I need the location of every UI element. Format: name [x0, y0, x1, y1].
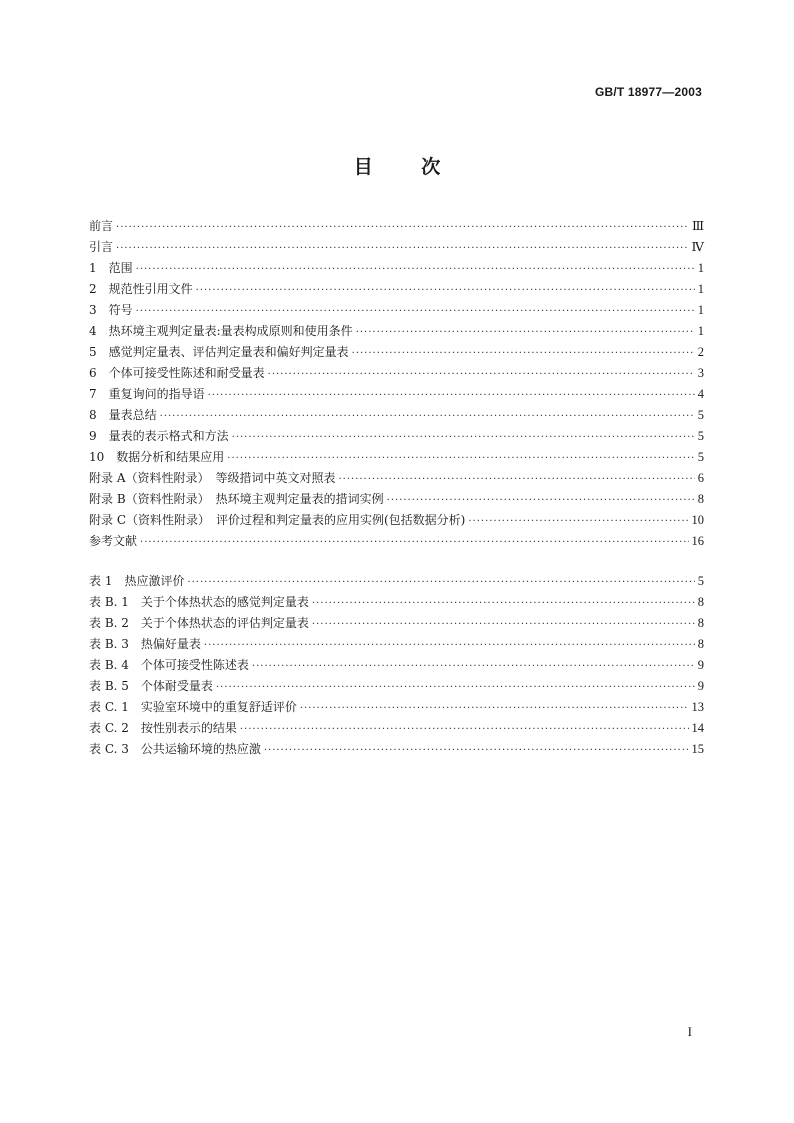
table-entry[interactable] — [89, 655, 704, 676]
table-entry-page: 8 — [697, 616, 704, 630]
table-entry-page: 13 — [691, 700, 704, 714]
toc-entry[interactable] — [89, 531, 704, 552]
toc-entry-page: 1 — [697, 324, 704, 338]
dot-leader — [227, 448, 694, 469]
list-of-tables — [89, 571, 704, 760]
dot-leader — [204, 635, 695, 656]
dot-leader — [468, 511, 688, 532]
table-entry[interactable] — [89, 739, 704, 760]
toc-entry-page: 10 — [691, 513, 704, 527]
table-entry-label: 表 B. 5 个体耐受量表 — [89, 679, 213, 693]
toc-entry[interactable] — [89, 258, 704, 279]
toc-entry[interactable] — [89, 237, 704, 258]
toc-entry[interactable] — [89, 363, 704, 384]
dot-leader — [252, 656, 695, 677]
toc-entry-page: 3 — [697, 366, 704, 380]
table-entry[interactable] — [89, 697, 704, 718]
table-entry[interactable] — [89, 718, 704, 739]
standard-number: GB/T 18977—2003 — [594, 85, 702, 99]
toc-entry[interactable] — [89, 321, 704, 342]
toc-entry[interactable] — [89, 216, 704, 237]
table-entry-label: 表 B. 1 关于个体热状态的感觉判定量表 — [89, 595, 309, 609]
table-entry-label: 表 C. 1 实验室环境中的重复舒适评价 — [89, 700, 297, 714]
table-entry-label: 表 B. 4 个体可接受性陈述表 — [89, 658, 249, 672]
toc-entry-label: 4 热环境主观判定量表:量表构成原则和使用条件 — [89, 324, 353, 338]
toc-entry-page: Ⅲ — [691, 219, 704, 233]
dot-leader — [356, 322, 695, 343]
toc-entry[interactable] — [89, 426, 704, 447]
dot-leader — [116, 217, 689, 238]
toc-entry-page: 1 — [697, 303, 704, 317]
page-title: 目 次 — [353, 156, 441, 178]
dot-leader — [216, 677, 695, 698]
dot-leader — [140, 532, 688, 553]
dot-leader — [232, 427, 695, 448]
toc-entry[interactable] — [89, 300, 704, 321]
toc-entry[interactable] — [89, 510, 704, 531]
dot-leader — [387, 490, 695, 511]
toc-entry-label: 7 重复询问的指导语 — [89, 387, 205, 401]
toc-entry-label: 前言 — [89, 219, 114, 233]
toc-entry-page: 5 — [697, 450, 704, 464]
dot-leader — [187, 572, 694, 593]
toc-entry[interactable] — [89, 468, 704, 489]
table-entry[interactable] — [89, 676, 704, 697]
toc-entry-label: 9 量表的表示格式和方法 — [89, 429, 229, 443]
dot-leader — [352, 343, 695, 364]
dot-leader — [338, 469, 694, 490]
toc-entry-page: 6 — [697, 471, 704, 485]
toc-entry-label: 附录 C（资料性附录） 评价过程和判定量表的应用实例(包括数据分析) — [89, 513, 466, 527]
table-entry-page: 9 — [697, 658, 704, 672]
toc-entry-page: 8 — [697, 492, 704, 506]
toc-entry[interactable] — [89, 279, 704, 300]
table-entry[interactable] — [89, 613, 704, 634]
toc-entry-label: 参考文献 — [89, 534, 138, 548]
table-entry-page: 14 — [691, 721, 704, 735]
table-entry-label: 表 B. 2 关于个体热状态的评估判定量表 — [89, 616, 309, 630]
toc-entry-label: 附录 B（资料性附录） 热环境主观判定量表的措词实例 — [89, 492, 384, 506]
table-entry[interactable] — [89, 592, 704, 613]
toc-entry-label: 3 符号 — [89, 303, 133, 317]
toc-entry[interactable] — [89, 384, 704, 405]
dot-leader — [136, 301, 695, 322]
toc-entry-page: 1 — [697, 282, 704, 296]
table-entry-page: 8 — [697, 595, 704, 609]
toc-entry-page: 2 — [697, 345, 704, 359]
dot-leader — [312, 614, 695, 635]
dot-leader — [312, 593, 695, 614]
toc-entry[interactable] — [89, 489, 704, 510]
dot-leader — [264, 740, 689, 761]
toc-entry-page: Ⅳ — [691, 240, 704, 254]
toc-entry-label: 附录 A（资料性附录） 等级措词中英文对照表 — [89, 471, 336, 485]
dot-leader — [116, 238, 688, 259]
toc-entry-label: 引言 — [89, 240, 114, 254]
table-entry[interactable] — [89, 634, 704, 655]
toc-entry-label: 1 范围 — [89, 261, 133, 275]
dot-leader — [160, 406, 695, 427]
table-entry-page: 15 — [691, 742, 704, 756]
toc-entry-page: 5 — [697, 408, 704, 422]
table-entry-label: 表 C. 3 公共运输环境的热应激 — [89, 742, 261, 756]
dot-leader — [136, 259, 695, 280]
toc-entry[interactable] — [89, 447, 704, 468]
toc-entry-page: 4 — [697, 387, 704, 401]
dot-leader — [208, 385, 695, 406]
table-entry[interactable] — [89, 571, 704, 592]
toc-entry[interactable] — [89, 342, 704, 363]
dot-leader — [196, 280, 695, 301]
table-entry-page: 9 — [697, 679, 704, 693]
toc-entry-label: 8 量表总结 — [89, 408, 157, 422]
toc-entry-page: 16 — [691, 534, 704, 548]
table-entry-label: 表 B. 3 热偏好量表 — [89, 637, 201, 651]
toc-entry-page: 5 — [697, 429, 704, 443]
table-entry-label: 表 C. 2 按性别表示的结果 — [89, 721, 237, 735]
toc-entry-label: 10 数据分析和结果应用 — [89, 450, 225, 464]
table-entry-label: 表 1 热应激评价 — [89, 574, 185, 588]
toc-entry-page: 1 — [697, 261, 704, 275]
toc-entry-label: 2 规范性引用文件 — [89, 282, 193, 296]
table-entry-page: 8 — [697, 637, 704, 651]
toc-entry-label: 5 感觉判定量表、评估判定量表和偏好判定量表 — [89, 345, 349, 359]
dot-leader — [240, 719, 689, 740]
table-of-contents — [89, 216, 704, 552]
toc-entry[interactable] — [89, 405, 704, 426]
toc-entry-label: 6 个体可接受性陈述和耐受量表 — [89, 366, 265, 380]
dot-leader — [268, 364, 695, 385]
table-entry-page: 5 — [697, 574, 704, 588]
page-number: I — [687, 1024, 692, 1039]
dot-leader — [300, 698, 689, 719]
